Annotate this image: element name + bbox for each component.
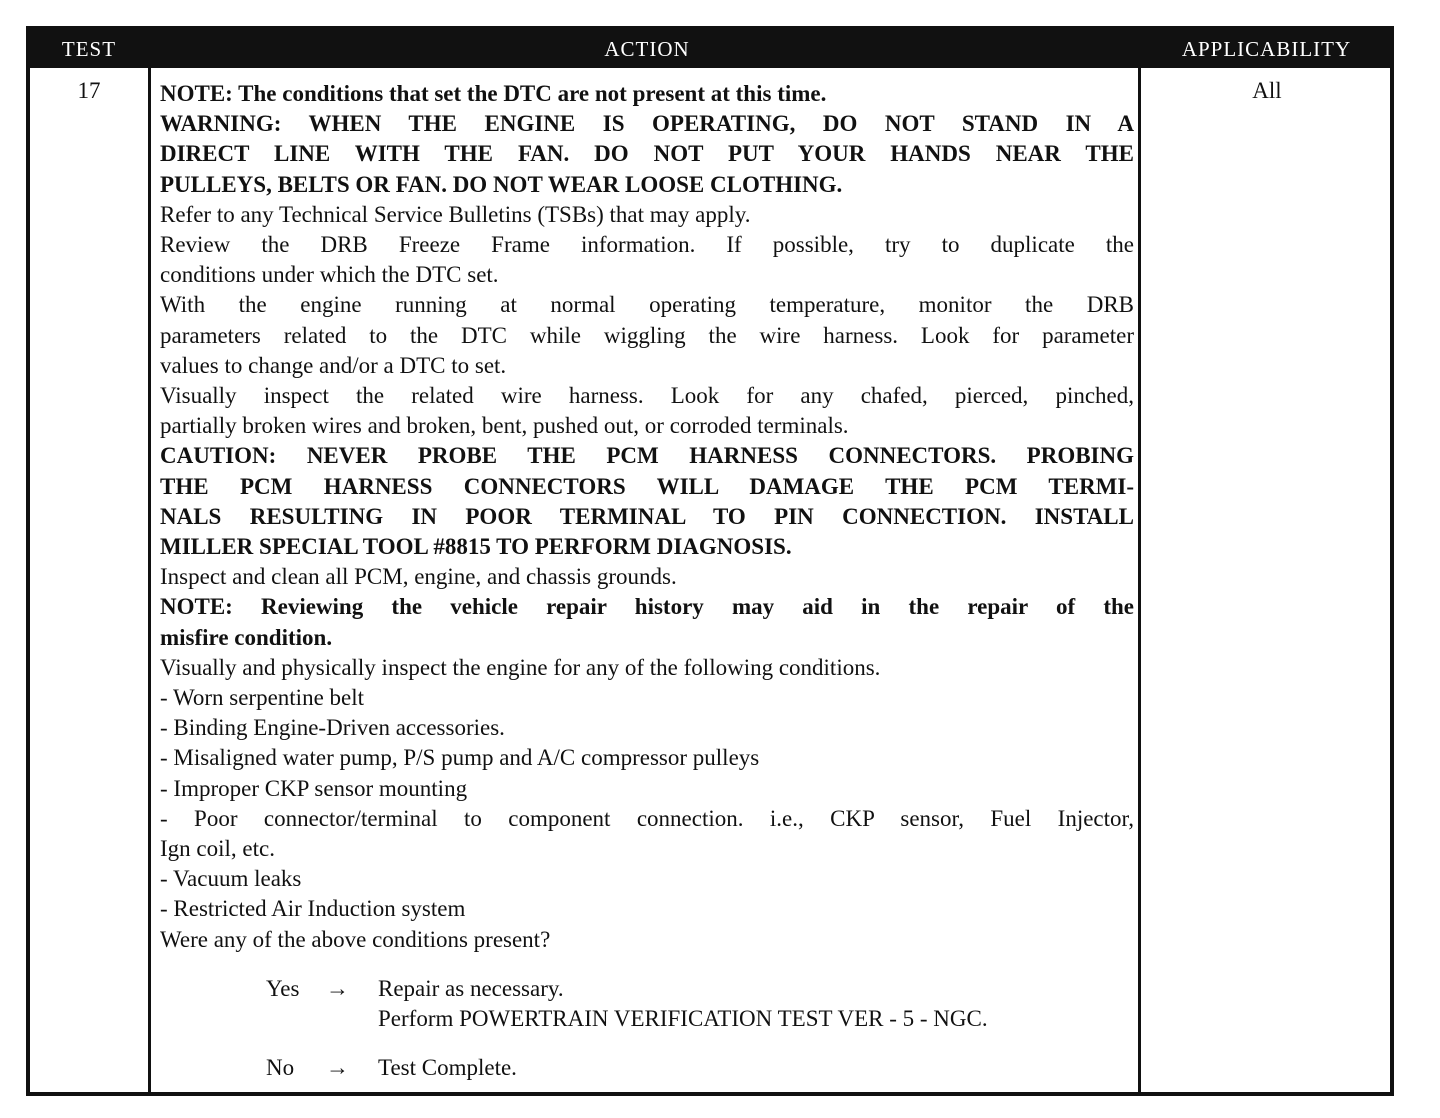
action-cell bbox=[160, 79, 1134, 1083]
yes-result: Repair as necessary. bbox=[378, 975, 564, 1001]
header-applicability: APPLICABILITY bbox=[1181, 37, 1352, 61]
warning-line: PULLEYS, BELTS OR FAN. DO NOT WEAR LOOSE CLOTHING. bbox=[160, 171, 843, 197]
warning-line: WARNING: WHEN THE ENGINE IS OPERATING, DO NOT STAND IN A bbox=[160, 111, 1134, 137]
condition-item: - Worn serpentine belt bbox=[160, 685, 365, 711]
condition-item: - Binding Engine-Driven accessories. bbox=[160, 715, 505, 741]
arrow-right-icon: → bbox=[326, 975, 349, 1001]
action-line: conditions under which the DTC set. bbox=[160, 262, 499, 288]
condition-item: - Misaligned water pump, P/S pump and A/C compressor pulleys bbox=[160, 745, 760, 771]
action-line: Inspect and clean all PCM, engine, and chassis grounds. bbox=[160, 564, 677, 590]
yes-result-continued: Perform POWERTRAIN VERIFICATION TEST VER - 5 - NGC. bbox=[378, 1005, 988, 1031]
yes-label: Yes bbox=[266, 975, 300, 1001]
note-line: NOTE: The conditions that set the DTC are not present at this time. bbox=[160, 81, 827, 106]
note-line: misfire condition. bbox=[160, 624, 333, 650]
condition-item: - Improper CKP sensor mounting bbox=[160, 775, 468, 801]
condition-item: - Restricted Air Induction system bbox=[160, 896, 466, 922]
column-divider bbox=[148, 68, 151, 1092]
caution-line: CAUTION: NEVER PROBE THE PCM HARNESS CONNECTORS. PROBING bbox=[160, 443, 1134, 469]
no-label: No bbox=[266, 1054, 295, 1080]
condition-item: - Poor connector/terminal to component connection. i.e., CKP sensor, Fuel Injector, bbox=[160, 805, 1134, 831]
arrow-right-icon: → bbox=[326, 1054, 349, 1080]
answer-yes-continued bbox=[160, 1004, 1134, 1034]
diagnostic-test-table bbox=[26, 26, 1394, 1096]
test-number: 17 bbox=[77, 78, 101, 103]
no-result: Test Complete. bbox=[378, 1054, 517, 1080]
action-line: Visually inspect the related wire harness. Look for any chafed, pierced, pinched, bbox=[160, 383, 1134, 409]
column-divider bbox=[1138, 68, 1141, 1092]
action-line: With the engine running at normal operating temperature, monitor the DRB bbox=[160, 292, 1134, 318]
action-line: Visually and physically inspect the engine for any of the following conditions. bbox=[160, 654, 881, 680]
caution-line: NALS RESULTING IN POOR TERMINAL TO PIN CONNECTION. INSTALL bbox=[160, 503, 1134, 529]
action-line: Refer to any Technical Service Bulletins (TSBs) that may apply. bbox=[160, 201, 751, 227]
table-header bbox=[30, 30, 1390, 68]
condition-item: Ign coil, etc. bbox=[160, 836, 275, 862]
action-line: Review the DRB Freeze Frame information. If possible, try to duplicate the bbox=[160, 232, 1134, 258]
action-line: parameters related to the DTC while wiggling the wire harness. Look for parameter bbox=[160, 322, 1134, 348]
answer-no bbox=[160, 1053, 1134, 1083]
header-action: ACTION bbox=[604, 37, 690, 61]
condition-item: - Vacuum leaks bbox=[160, 866, 302, 892]
header-test: TEST bbox=[61, 37, 117, 61]
action-line: partially broken wires and broken, bent, pushed out, or corroded terminals. bbox=[160, 413, 849, 439]
warning-line: DIRECT LINE WITH THE FAN. DO NOT PUT YOUR HANDS NEAR THE bbox=[160, 141, 1134, 167]
caution-line: MILLER SPECIAL TOOL #8815 TO PERFORM DIAGNOSIS. bbox=[160, 534, 792, 560]
question-line: Were any of the above conditions present? bbox=[160, 926, 551, 952]
answer-yes bbox=[160, 974, 1134, 1004]
note-line: NOTE: Reviewing the vehicle repair history may aid in the repair of the bbox=[160, 594, 1134, 620]
applicability-value: All bbox=[1252, 78, 1282, 103]
caution-line: THE PCM HARNESS CONNECTORS WILL DAMAGE THE PCM TERMI- bbox=[160, 473, 1134, 499]
action-line: values to change and/or a DTC to set. bbox=[160, 352, 507, 378]
